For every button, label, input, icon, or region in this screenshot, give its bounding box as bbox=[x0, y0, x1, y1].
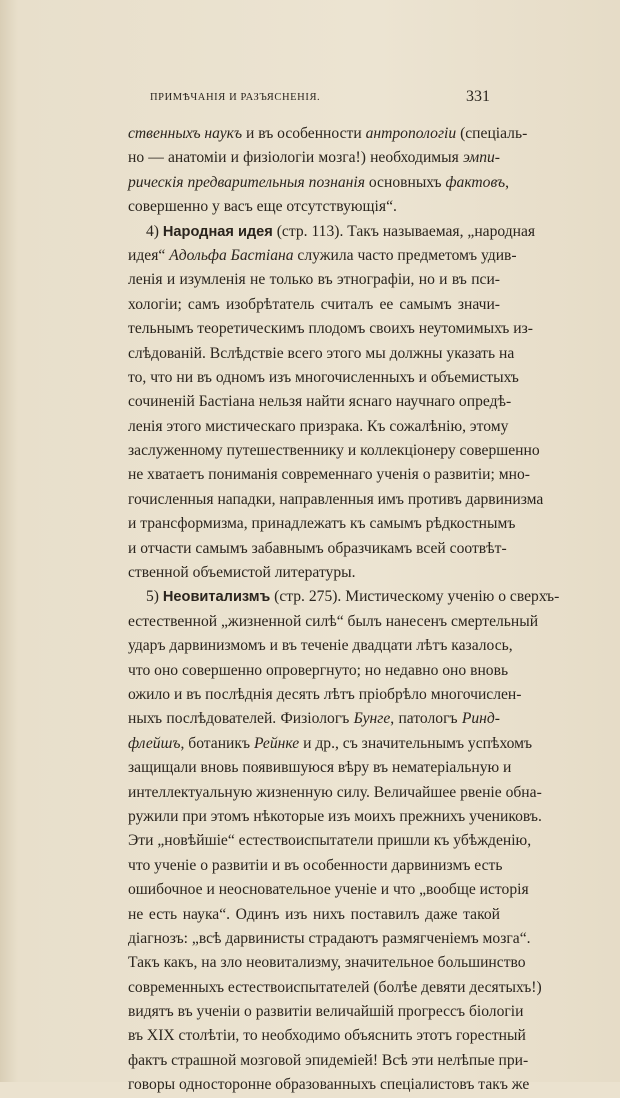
text-run: сочиненій Бастіана нельзя найти яснаго научнаго опредѣ- bbox=[128, 393, 512, 411]
text-run: совершенно у васъ еще отсутствующія“. bbox=[128, 198, 397, 216]
text-line bbox=[128, 244, 517, 268]
text-line bbox=[128, 537, 507, 561]
text-line bbox=[128, 293, 500, 317]
text-run: идея“ bbox=[128, 246, 170, 264]
text-run: ленія этого мистическаго призрака. Къ сожалѣнію, этому bbox=[128, 417, 509, 435]
text-line bbox=[128, 1049, 529, 1073]
italic-text: Ринд- bbox=[461, 710, 500, 728]
italic-text: Бунге bbox=[353, 710, 391, 728]
text-run: основныхъ bbox=[364, 173, 446, 191]
text-line bbox=[128, 1024, 526, 1048]
italic-text: антропологіи bbox=[365, 125, 457, 142]
text-run: то, что ни въ одномъ изъ многочисленныхъ и объемистыхъ bbox=[128, 368, 519, 386]
text-line bbox=[128, 878, 529, 902]
text-run: что ученіе о развитіи и въ особенности дарвинизмъ есть bbox=[128, 856, 503, 874]
text-line bbox=[128, 976, 542, 1000]
text-run: 4) bbox=[146, 222, 163, 240]
text-run: заслуженному путешественнику и коллекціонеру совершенно bbox=[128, 442, 540, 460]
text-line bbox=[128, 366, 519, 390]
text-run: и трансформизма, принадлежатъ къ самымъ рѣдкостнымъ bbox=[128, 515, 516, 533]
text-run: 5) bbox=[146, 588, 163, 606]
text-line bbox=[128, 561, 500, 585]
text-line bbox=[128, 1073, 530, 1097]
text-line bbox=[128, 781, 542, 805]
text-run: не есть наука“. Одинъ изъ нихъ поставилъ даже такой bbox=[128, 905, 500, 923]
text-line bbox=[128, 610, 539, 634]
text-run: не хватаетъ пониманія современнаго ученія о развитіи; мно- bbox=[128, 466, 530, 484]
text-line bbox=[128, 829, 532, 853]
italic-text: флейшъ bbox=[128, 734, 181, 752]
text-run: ныхъ послѣдователей. Физіологъ bbox=[128, 710, 354, 728]
page-header bbox=[0, 88, 620, 108]
text-line bbox=[128, 585, 560, 609]
text-run: фактъ страшной мозговой эпидеміей! Всѣ эти нелѣпые при- bbox=[128, 1051, 529, 1069]
italic-text: ственныхъ наукъ bbox=[128, 125, 243, 142]
text-run: и отчасти самымъ забавнымъ образчикамъ всей соотвѣт- bbox=[128, 539, 507, 557]
italic-text: Адольфа Бастіана bbox=[169, 246, 294, 264]
text-line bbox=[128, 146, 500, 170]
text-run: , ботаникъ bbox=[180, 734, 254, 752]
text-line bbox=[128, 683, 522, 707]
text-run: но — анатоміи и физіологіи мозга!) необходимыя bbox=[128, 149, 463, 167]
text-run: въ XIX столѣтіи, то необходимо объяснить этотъ горестный bbox=[128, 1027, 526, 1045]
text-run: что оно совершенно опровергнуто; но недавно оно вновь bbox=[128, 661, 509, 679]
text-run: слѣдованій. Вслѣдствіе всего этого мы должны указать на bbox=[128, 344, 515, 362]
text-run: (стр. 275). Мистическому ученію о сверхъ- bbox=[270, 588, 560, 606]
text-run: , патологъ bbox=[390, 710, 462, 728]
text-line bbox=[128, 171, 510, 195]
text-run: діагнозъ: „всѣ дарвинисты страдаютъ размягченіемъ мозга“. bbox=[128, 929, 531, 947]
text-run: ошибочное и неосновательное ученіе и что „вообще исторія bbox=[128, 881, 529, 899]
text-line bbox=[128, 854, 503, 878]
text-line bbox=[128, 390, 512, 414]
text-run: , bbox=[505, 173, 510, 191]
italic-text: Рейнке bbox=[253, 734, 300, 752]
text-line bbox=[128, 756, 512, 780]
text-run: естественной „жизненной силѣ“ былъ нанесенъ смертельный bbox=[128, 612, 539, 630]
text-line bbox=[128, 268, 500, 292]
text-run: ударъ дарвинизмомъ и въ теченіе двадцати лѣтъ казалось, bbox=[128, 637, 513, 655]
text-run: ленія и изумленія не только въ этнографіи, но и въ пси- bbox=[128, 271, 500, 289]
text-line bbox=[128, 342, 515, 366]
text-line bbox=[128, 463, 530, 487]
text-line bbox=[128, 415, 509, 439]
text-run: ственной объемистой литературы. bbox=[128, 564, 356, 582]
text-run: говоры односторонне образованныхъ спеціалистовъ такъ же bbox=[128, 1076, 530, 1094]
text-line bbox=[128, 659, 509, 683]
text-line bbox=[128, 634, 513, 658]
text-line bbox=[128, 1000, 524, 1024]
bold-heading: Неовитализмъ bbox=[162, 589, 271, 606]
text-run: тельнымъ теоретическимъ плодомъ своихъ неутомимыхъ из- bbox=[128, 320, 533, 338]
italic-text: эмпи- bbox=[462, 149, 500, 167]
text-run: и др., съ значительнымъ успѣхомъ bbox=[299, 734, 533, 752]
text-line bbox=[128, 439, 540, 463]
italic-text: рическія предварительныя познанія bbox=[128, 173, 365, 191]
text-line bbox=[128, 317, 533, 341]
italic-text: фактовъ bbox=[445, 173, 506, 191]
text-run: (спеціаль- bbox=[456, 125, 528, 142]
text-run: хологіи; самъ изобрѣтатель считалъ ее самымъ значи- bbox=[128, 295, 500, 313]
text-line bbox=[128, 805, 542, 829]
text-line bbox=[128, 195, 500, 219]
text-run: защищали вновь появившуюся вѣру въ нематеріальную и bbox=[128, 759, 512, 777]
text-line bbox=[128, 951, 526, 975]
running-head: ПРИМѢЧАНІЯ И РАЗЪЯСНЕНІЯ. bbox=[150, 92, 321, 103]
text-run: гочисленныя нападки, направленныя имъ противъ дарвинизма bbox=[128, 490, 544, 508]
text-run: видятъ въ ученіи о развитіи величайшій прогрессъ біологіи bbox=[128, 1003, 524, 1021]
bold-heading: Народная идея bbox=[162, 223, 273, 240]
text-line bbox=[128, 903, 500, 927]
text-line bbox=[128, 488, 544, 512]
text-line bbox=[128, 732, 533, 756]
text-run: Такъ какъ, на зло неовитализму, значительное большинство bbox=[128, 954, 526, 972]
text-line bbox=[128, 220, 536, 244]
text-line bbox=[128, 122, 528, 146]
body-text bbox=[128, 122, 560, 1098]
text-run: (стр. 113). Такъ называемая, „народная bbox=[272, 222, 536, 240]
text-run: служила часто предметомъ удив- bbox=[293, 246, 517, 264]
text-line bbox=[128, 707, 500, 731]
text-run: Эти „новѣйшіе“ естествоиспытатели пришли къ убѣжденію, bbox=[128, 832, 532, 850]
text-run: интеллектуальную жизненную силу. Величайшее рвеніе обна- bbox=[128, 783, 542, 801]
text-run: ружили при этомъ нѣкоторые изъ моихъ прежнихъ учениковъ. bbox=[128, 807, 542, 825]
text-line bbox=[128, 927, 531, 951]
text-line bbox=[128, 512, 516, 536]
text-run: и въ особенности bbox=[242, 125, 366, 142]
text-run: современныхъ естествоиспытателей (болѣе девяти десятыхъ!) bbox=[128, 978, 542, 996]
page-number: 331 bbox=[466, 88, 490, 105]
text-run: ожило и въ послѣднія десять лѣтъ пріобрѣло многочислен- bbox=[128, 685, 522, 703]
